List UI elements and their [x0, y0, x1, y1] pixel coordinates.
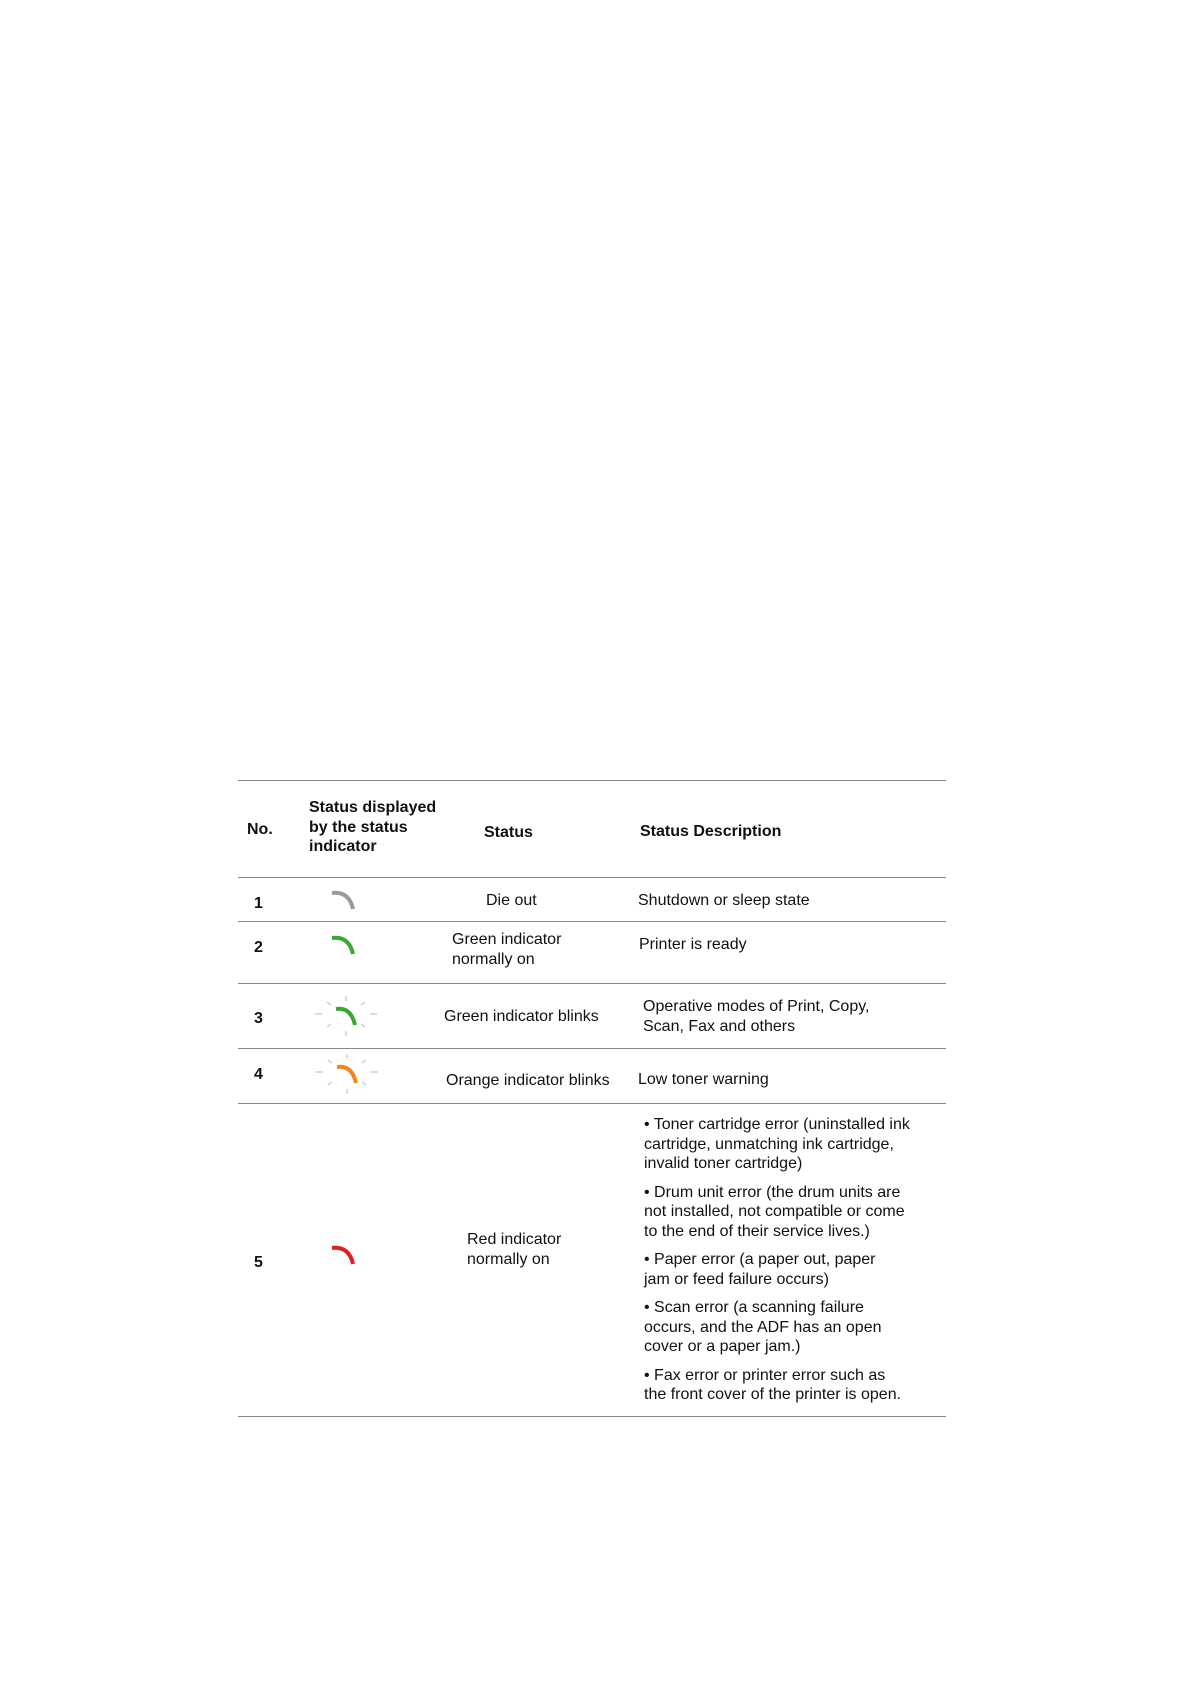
header-status-displayed-line-2: by the status: [309, 818, 408, 836]
bullet-line: invalid toner cartridge): [644, 1155, 803, 1172]
row-2-bottom-rule: [238, 983, 946, 984]
row-5-status-line-1: Red indicator: [467, 1231, 562, 1248]
row-5-status: [467, 1230, 561, 1269]
table-bottom-rule: [238, 1416, 946, 1417]
bullet-line: • Paper error (a paper out, paper: [644, 1251, 876, 1268]
bullet-line: jam or feed failure occurs): [644, 1270, 829, 1288]
row-2-status-line-1: Green indicator: [452, 931, 562, 948]
row-2-number: 2: [254, 939, 263, 956]
header-status: Status: [484, 824, 533, 841]
row-5-description: [644, 1115, 944, 1414]
header-status-displayed-line-1: Status displayed: [309, 799, 437, 816]
green-arc-icon: [329, 932, 359, 962]
green-blink-icon: [313, 994, 379, 1038]
row-1-description: Shutdown or sleep state: [638, 892, 810, 909]
header-no: No.: [247, 821, 273, 838]
bullet-line: • Scan error (a scanning failure: [644, 1299, 864, 1316]
row-1-number: 1: [254, 895, 263, 912]
blink-rays: [316, 1054, 378, 1094]
row-5-bullet-drum: [644, 1183, 944, 1242]
green-blink-arc: [336, 1009, 355, 1025]
row-4-status: Orange indicator blinks: [446, 1072, 610, 1089]
red-arc: [332, 1248, 353, 1264]
row-3-bottom-rule: [238, 1048, 946, 1049]
row-5-status-line-2: normally on: [467, 1250, 550, 1268]
row-5-bullet-scan: [644, 1298, 944, 1357]
green-arc: [332, 938, 353, 954]
row-4-bottom-rule: [238, 1103, 946, 1104]
orange-blink-arc: [337, 1067, 356, 1083]
header-status-description: Status Description: [640, 823, 782, 840]
gray-arc: [332, 893, 353, 909]
row-5-bullet-toner: [644, 1115, 944, 1174]
bullet-line: not installed, not compatible or come: [644, 1203, 905, 1220]
gray-arc-icon: [329, 887, 359, 917]
row-2-status: [452, 930, 561, 969]
row-4-description: Low toner warning: [638, 1071, 769, 1088]
row-2-description: Printer is ready: [639, 936, 747, 953]
red-arc-icon: [329, 1242, 359, 1272]
bullet-line: occurs, and the ADF has an open: [644, 1318, 882, 1336]
header-status-displayed-line-3: indicator: [309, 838, 377, 855]
bullet-line: cartridge, unmatching ink cartridge,: [644, 1135, 894, 1153]
row-3-number: 3: [254, 1010, 263, 1027]
bullet-line: • Toner cartridge error (uninstalled ink: [644, 1116, 910, 1133]
row-4-number: 4: [254, 1066, 263, 1083]
row-1-status: Die out: [486, 892, 537, 909]
bullet-line: • Fax error or printer error such as: [644, 1366, 886, 1384]
row-3-description-line-1: Operative modes of Print, Copy,: [643, 998, 870, 1015]
row-5-bullet-paper: [644, 1250, 944, 1289]
table-top-rule: [238, 780, 946, 781]
row-3-description-line-2: Scan, Fax and others: [643, 1017, 796, 1035]
bullet-line: • Drum unit error (the drum units are: [644, 1183, 901, 1201]
row-5-bullet-fax: [644, 1366, 944, 1405]
header-status-displayed: [309, 798, 436, 857]
row-3-description: [643, 997, 869, 1036]
row-3-status: Green indicator blinks: [444, 1008, 599, 1025]
header-bottom-rule: [238, 877, 946, 878]
bullet-line: the front cover of the printer is open.: [644, 1386, 902, 1403]
bullet-line: to the end of their service lives.): [644, 1222, 870, 1240]
blink-rays: [315, 996, 377, 1036]
orange-blink-icon: [314, 1052, 380, 1096]
row-1-bottom-rule: [238, 921, 946, 922]
row-2-status-line-2: normally on: [452, 950, 535, 968]
row-5-number: 5: [254, 1254, 263, 1271]
bullet-line: cover or a paper jam.): [644, 1338, 801, 1355]
